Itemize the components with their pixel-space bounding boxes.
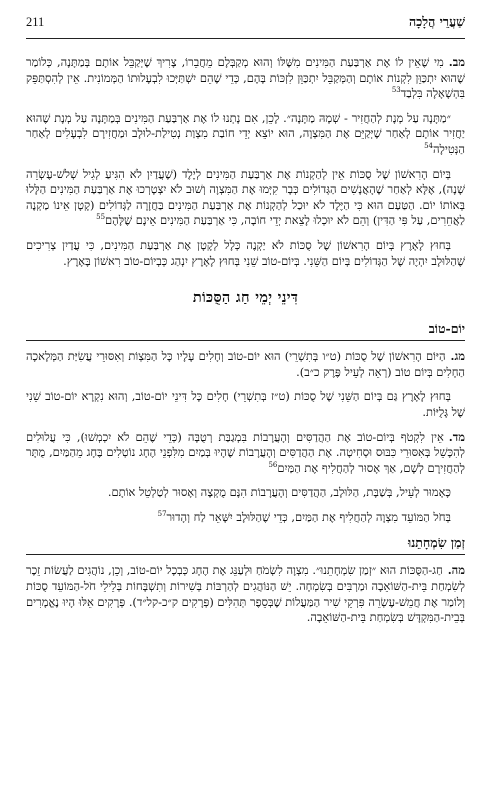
paragraph-42 xyxy=(26,55,465,102)
bottom-paragraphs xyxy=(26,563,465,625)
subsection-title-yom-tov: יוֹם-טוֹב xyxy=(26,321,465,341)
paragraph-text: הַיּוֹם הָרִאשׁוֹן שֶׁל סֻכּוֹת (ט״ו בְּתִשְׁרֵי) הוּא יוֹם-טוֹב וְחָלִים עָלָיו כָּל הַמִּצְוֹת וְאִסּוּרֵי עֲשִׂיַּת הַמְּלָאכָה הַחָלִים בְּיוֹם טוֹב (רְאֵה לְעֵיל פֶּרֶק כ״ב). xyxy=(26,349,465,379)
paragraph-42d xyxy=(26,238,465,269)
footnote-ref: 55 xyxy=(96,213,106,222)
footnote-ref: 53 xyxy=(391,86,401,95)
paragraph-text: ״מַתָּנָה עַל מְנָת לְהַחֲזִיר - שְׁמָהּ מַתָּנָה״. לָכֵן, אִם נָתְנוּ לוֹ אֶת אַרְבַּעַת הַמִּינִים בְּמַתָּנָה עַל מְנָת שֶׁהוּא יַחֲזִיר אוֹתָם לְאַחַר שֶׁיְּקַיֵּם אֶת הַמִּצְוָה, הוּא יוֹצֵא יְדֵי חוֹבַת מִצְוַת נְטִילַת-לוּלָב וּמַחֲזִירָם לִבְעָלִים לְאַחַר הַנְּטִילָה xyxy=(26,110,465,156)
footnote-ref: 56 xyxy=(268,460,278,469)
paragraph-text: בְּחֹל הַמּוֹעֵד מִצְוָה לְהַחֲלִיף אֶת הַמַּיִם, כְּדֵי שֶׁהַלּוּלָב יִשָּׁאֵר לַח וְהָדוּר xyxy=(166,509,451,524)
paragraph-text: אֵין לִקְטֹף בְּיוֹם-טוֹב אֶת הַהֲדַסִּים וְהָעֲרָבוֹת בִּמְגַבַּת רְטֻבָּה (כְּדֵי שֶׁהֵם לֹא יִכְמְשׁוּ), כִּי עֲלוּלִים לְהִכָּשֵׁל בְּאִסּוּרֵי כִּבּוּס וּסְחִיטָה. אֶת הַהֲדַסִּים וְהָעֲרָבוֹת שֶׁהָיוּ בְּמַיִם מִלִּפְנֵי הֶחָג נוֹטְלִים בֶּחָג מֵהַמַּיִם, מֻתָּר לְהַחֲזִירָם לְשָׁם, אַךְ אָסוּר לְהַחֲלִיף אֶת הַמַּיִם xyxy=(26,429,465,475)
paragraph-43 xyxy=(26,349,465,380)
paragraph-text: חַג-הַסֻּכּוֹת הוּא ״זְמַן שִׂמְחָתֵנוּ״. מִצְוָה לִשְׂמֹחַ וּלְעַנֵּג אֶת הֶחָג כְּבְכָל יוֹם-טוֹב, וְכֵן, נוֹהֲגִים לַעֲשׂוֹת זֵכֶר לְשִׂמְחַת בֵּית-הַשּׁוֹאֵבָה וּמַרְבִּים בְּשִׂמְחָה. יֵשׁ הַנּוֹהֲגִים לְהַרְבּוֹת בְּשִׁירוֹת וְתִשְׁבָּחוֹת בְּלֵילֵי חֹל-הַמּוֹעֵד סֻכּוֹת וְלוֹמַר אֶת חֲמֵשׁ-עֶשְׂרֵה פִּרְקֵי שִׁיר הַמַּעֲלוֹת שֶׁבְּסֵפֶר תְּהִלִּים (פְּרָקִים ק״כ-קל״ד). פְּרָקִים אֵלּוּ הָיוּ נֶאֱמָרִים בְּבֵית-הַמִּקְדָּשׁ בְּשִׂמְחַת בֵּית-הַשּׁוֹאֵבָה. xyxy=(26,563,465,625)
paragraph-number: מג. xyxy=(450,349,465,364)
paragraph-45 xyxy=(26,563,465,625)
paragraph-44 xyxy=(26,430,465,477)
section-title: דִּינֵי יְמֵי חַג הַסֻּכּוֹת xyxy=(192,289,299,307)
page-header xyxy=(26,14,465,36)
paragraph-text: מִי שֶׁאֵין לוֹ אֶת אַרְבַּעַת הַמִּינִים מִשֶּׁלּוֹ וְהוּא מְקַבְּלָם מֵחֲבֵרוֹ, צָרִיךְ שֶׁיְּקַבֵּל אוֹתָם בְּמַתָּנָה, כְּלוֹמַר שֶׁהוּא יִתְכַּוֵּן לִקְנוֹת אוֹתָם וְהַמְּקַבֵּל יִתְכַּוֵּן לִזְכּוֹת בָּהֶם, כְּדֵי שֶׁהֵם יִשְׁתַּיְּכוּ לִבְעָלוּתוֹ הַמְּמוֹנִית. אֵין לְהִסְתַּפֵּק בִּהְשָׁאָלָה בִּלְבַד xyxy=(26,55,465,101)
paragraph-number: מד. xyxy=(448,429,465,444)
top-paragraphs xyxy=(26,55,465,269)
subsection-title-zman-simchateinu: זְמַן שִׂמְחָתֵנוּ xyxy=(26,535,465,555)
paragraph-43b xyxy=(26,389,465,420)
paragraph-44b xyxy=(26,485,465,501)
paragraph-42b xyxy=(26,111,465,158)
mid-paragraphs xyxy=(26,349,465,525)
paragraph-42c xyxy=(26,167,465,229)
footnote-ref: 54 xyxy=(424,142,433,151)
header-rule xyxy=(26,38,465,39)
paragraph-number: מב. xyxy=(448,55,465,69)
paragraph-text: בְּיוֹם הָרִאשׁוֹן שֶׁל סֻכּוֹת אֵין לְהַקְנוֹת אֶת אַרְבַּעַת הַמִּינִים לְיֶלֶד (שֶׁעֲדַיִן לֹא הִגִּיעַ לְגִיל שְׁלֹשׁ-עֶשְׂרֵה שָׁנָה), אֶלָּא לְאַחַר שֶׁהָאֲנָשִׁים הַגְּדוֹלִים כְּבָר קִיְּמוּ אֶת הַמִּצְוָה וְשׁוּב לֹא יִצְטָרְכוּ אֶת אַרְבַּעַת הַמִּינִים הַלָּלוּ בְּאוֹתוֹ יוֹם. הַטַּעַם הוּא כִּי הַיֶּלֶד לֹא יוּכַל לְהַקְנוֹת אֶת אַרְבַּעַת הַמִּינִים בַּחֲזָרָה לַגְּדוֹלִים (קָטָן אֵינוֹ מַקְנֶה לַאֲחֵרִים, עַל פִּי הַדִּין) וְהֵם לֹא יוּכְלוּ לָצֵאת יְדֵי חוֹבָה, כִּי אַרְבַּעַת הַמִּינִים אֵינָם שֶׁלָּהֶם xyxy=(26,166,465,228)
paragraph-text: כָּאָמוּר לְעֵיל, בְּשַׁבָּת, הַלּוּלָב, הַהֲדַסִּים וְהָעֲרָבוֹת הִנָּם מֻקְצֶה וְאָסוּר לְטַלְטֵל אוֹתָם. xyxy=(107,485,451,500)
footnote-ref: 57 xyxy=(157,510,167,519)
paragraph-text: בְּחוּץ לָאָרֶץ בְּיוֹם הָרִאשׁוֹן שֶׁל סֻכּוֹת לֹא יַקְנֶה כְּלָל לְקָטָן אֶת אַרְבַּעַת הַמִּינִים, כִּי עֲדַיִן צְרִיכִים שֶׁהַלּוּלָב יִהְיֶה שֶׁל הַגְּדוֹלִים בְּיוֹם הַשֵּׁנִי. בְּיוֹם-טוֹב שֵׁנִי בְּחוּץ לָאָרֶץ יִנְהַג כְּבְיוֹם-טוֹב רִאשׁוֹן בָּאָרֶץ. xyxy=(26,237,465,268)
paragraph-number: מה. xyxy=(447,563,465,578)
paragraph-text: בְּחוּץ לָאָרֶץ גַּם בְּיוֹם הַשֵּׁנִי שֶׁל סֻכּוֹת (ט״ז בְּתִשְׁרֵי) חָלִים כָּל דִּינֵי יוֹם-טוֹב, וְהוּא נִקְרָא יוֹם-טוֹב שֵׁנִי שֶׁל גָּלֻיּוֹת. xyxy=(26,389,465,419)
paragraph-44c xyxy=(26,510,465,526)
page-number: 211 xyxy=(26,15,45,29)
running-title: שַׁעֲרֵי הֲלָכָה xyxy=(408,14,465,29)
